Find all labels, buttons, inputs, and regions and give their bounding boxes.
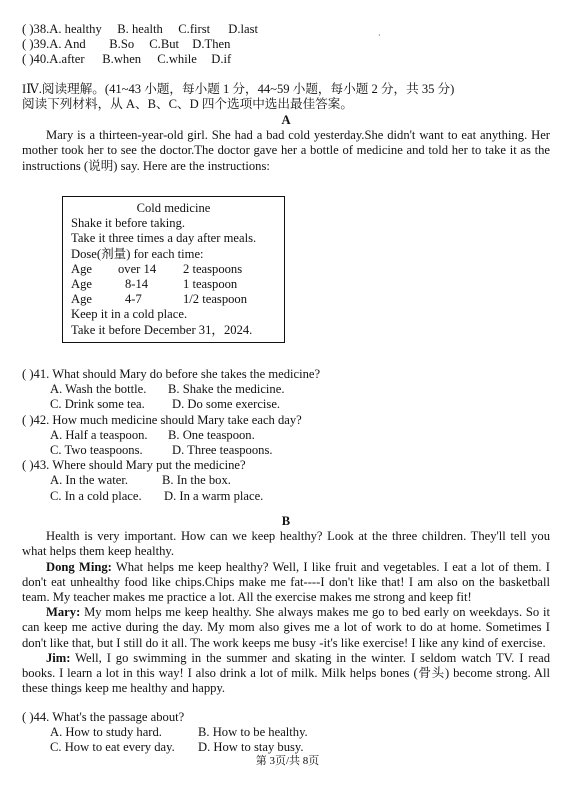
- option-b: B. One teaspoon.: [168, 427, 255, 442]
- passage-text: Mary is a thirteen-year-old girl. She had a bad cold yesterday.She didn't want to eat anything. Her mother took her to see the doctor.The doctor gave her a bottle of medicine and told her to take it as the instructions (说明) say. Here are the instructions:: [22, 128, 550, 173]
- question-number: ( )39.: [22, 37, 50, 52]
- medicine-instructions-box: [62, 196, 285, 343]
- option-a: A. Half a teaspoon.: [50, 427, 148, 442]
- box-line: Keep it in a cold place.: [71, 307, 188, 322]
- option-c: C. How to eat every day.: [50, 740, 175, 755]
- option-a: A.after: [49, 52, 85, 67]
- question-40: [22, 52, 550, 67]
- passage-b: [22, 514, 550, 696]
- paragraph-mary: [22, 605, 550, 651]
- question-42-options: [22, 428, 550, 443]
- dose-row: [71, 262, 276, 277]
- speaker-text: My mom helps me keep healthy. She always makes me go to bed early on weekdays. So it can keep me active during the day. My mom also gives me a lot of work to do at home. Sometimes I don't like that, but I still do it all. The work keeps me busy -it's like exercise! I like any kind of exercise.: [22, 605, 550, 650]
- passage-label: B: [281, 514, 291, 528]
- question-41-options: [22, 382, 550, 397]
- dose-age: over 14: [118, 261, 157, 276]
- speaker-text: Well, I go swimming in the summer and skating in the winter. I seldom watch TV. I read books. I learn a lot in this way! I also drink a lot of milk. Milk helps bones (骨头) become strong. All these things keep me healthy and happy.: [22, 650, 550, 696]
- page-footer: 第 3页/共 8页: [255, 755, 320, 767]
- option-d: D.if: [211, 52, 232, 67]
- speaker-name: Mary:: [46, 605, 81, 620]
- option-b: B. health: [117, 22, 163, 36]
- option-a: A. Wash the bottle.: [50, 382, 147, 397]
- option-d: D. How to stay busy.: [198, 740, 304, 755]
- question-43-options: [22, 489, 550, 504]
- box-line: Take it before December 31，2024.: [71, 322, 253, 337]
- option-d: D.last: [228, 22, 259, 36]
- questions-a: [22, 367, 550, 504]
- dose-row: [71, 292, 276, 307]
- question-43-options: [22, 473, 550, 488]
- passage-label: A: [281, 113, 291, 127]
- question-39: [22, 37, 550, 52]
- option-a: A. And: [49, 37, 86, 52]
- dose-label: Age: [71, 277, 92, 292]
- option-b: B. How to be healthy.: [198, 725, 308, 740]
- option-b: B.when: [102, 52, 142, 67]
- passage-a: [22, 113, 550, 174]
- question-42-stem: ( )42. How much medicine should Mary take each day?: [22, 412, 302, 427]
- section-heading: [22, 82, 550, 112]
- paragraph-jim: [22, 651, 550, 697]
- mc-questions-top: [22, 22, 550, 68]
- dose-label: Age: [71, 261, 92, 276]
- dose-label: Age: [71, 292, 92, 307]
- dose-amount: 1/2 teaspoon: [183, 292, 248, 307]
- option-b: B.So: [109, 37, 135, 52]
- question-44: [22, 710, 550, 756]
- option-c: C. Two teaspoons.: [50, 443, 143, 458]
- speaker-name: Dong Ming:: [46, 559, 112, 574]
- option-c: C.while: [157, 52, 197, 67]
- question-44-stem: ( )44. What's the passage about?: [22, 710, 185, 724]
- dose-row: [71, 277, 276, 292]
- question-number: ( )38.: [22, 22, 50, 36]
- question-41-options: [22, 397, 550, 412]
- dose-amount: 1 teaspoon: [183, 277, 238, 292]
- section-instruction: 阅读下列材料，从 A、B、C、D 四个选项中选出最佳答案。: [22, 97, 353, 112]
- box-line: Take it three times a day after meals.: [71, 231, 257, 246]
- dose-age: 8-14: [125, 277, 149, 292]
- option-b: B. Shake the medicine.: [168, 382, 285, 397]
- dose-amount: 2 teaspoons: [183, 261, 243, 276]
- option-c: C.But: [149, 37, 180, 52]
- box-line: Dose(剂量) for each time:: [71, 246, 204, 261]
- question-number: ( )40.: [22, 52, 50, 67]
- box-line: Shake it before taking.: [71, 216, 186, 231]
- question-42-options: [22, 443, 550, 458]
- speaker-text: What helps me keep healthy? Well, I like fruit and vegetables. I eat a lot of them. I don't eat unhealthy food like chips.Chips make me fat----I don't like that! I am also on the basketball team. My teacher makes me practice a lot. All the exercise makes me strong and keep fit!: [22, 559, 550, 605]
- section-title: IⅣ.阅读理解。(41~43 小题，每小题 1 分，44~59 小题，每小题 2 分，共 35 分): [22, 82, 455, 96]
- option-b: B. In the box.: [162, 473, 231, 488]
- option-a: A. In the water.: [50, 473, 128, 488]
- passage-intro: Health is very important. How can we keep healthy? Look at the three children. They'll tell you what helps them keep healthy.: [22, 529, 550, 559]
- option-d: D. Do some exercise.: [172, 397, 281, 412]
- question-44-options: [22, 725, 550, 740]
- dose-age: 4-7: [125, 292, 142, 307]
- paragraph-dong-ming: [22, 560, 550, 606]
- option-d: D. Three teaspoons.: [172, 443, 273, 458]
- question-38: [22, 22, 550, 37]
- stray-mark: ·: [378, 31, 381, 40]
- option-c: C.first: [178, 22, 211, 36]
- speaker-name: Jim:: [46, 650, 71, 665]
- option-a: A. How to study hard.: [50, 725, 162, 740]
- option-d: D.Then: [192, 37, 231, 52]
- option-c: C. Drink some tea.: [50, 397, 145, 412]
- option-a: A. healthy: [49, 22, 102, 36]
- question-43-stem: ( )43. Where should Mary put the medicine?: [22, 458, 246, 473]
- option-d: D. In a warm place.: [164, 488, 264, 503]
- box-title: Cold medicine: [136, 201, 211, 215]
- question-41-stem: ( )41. What should Mary do before she takes the medicine?: [22, 367, 321, 381]
- option-c: C. In a cold place.: [50, 488, 142, 503]
